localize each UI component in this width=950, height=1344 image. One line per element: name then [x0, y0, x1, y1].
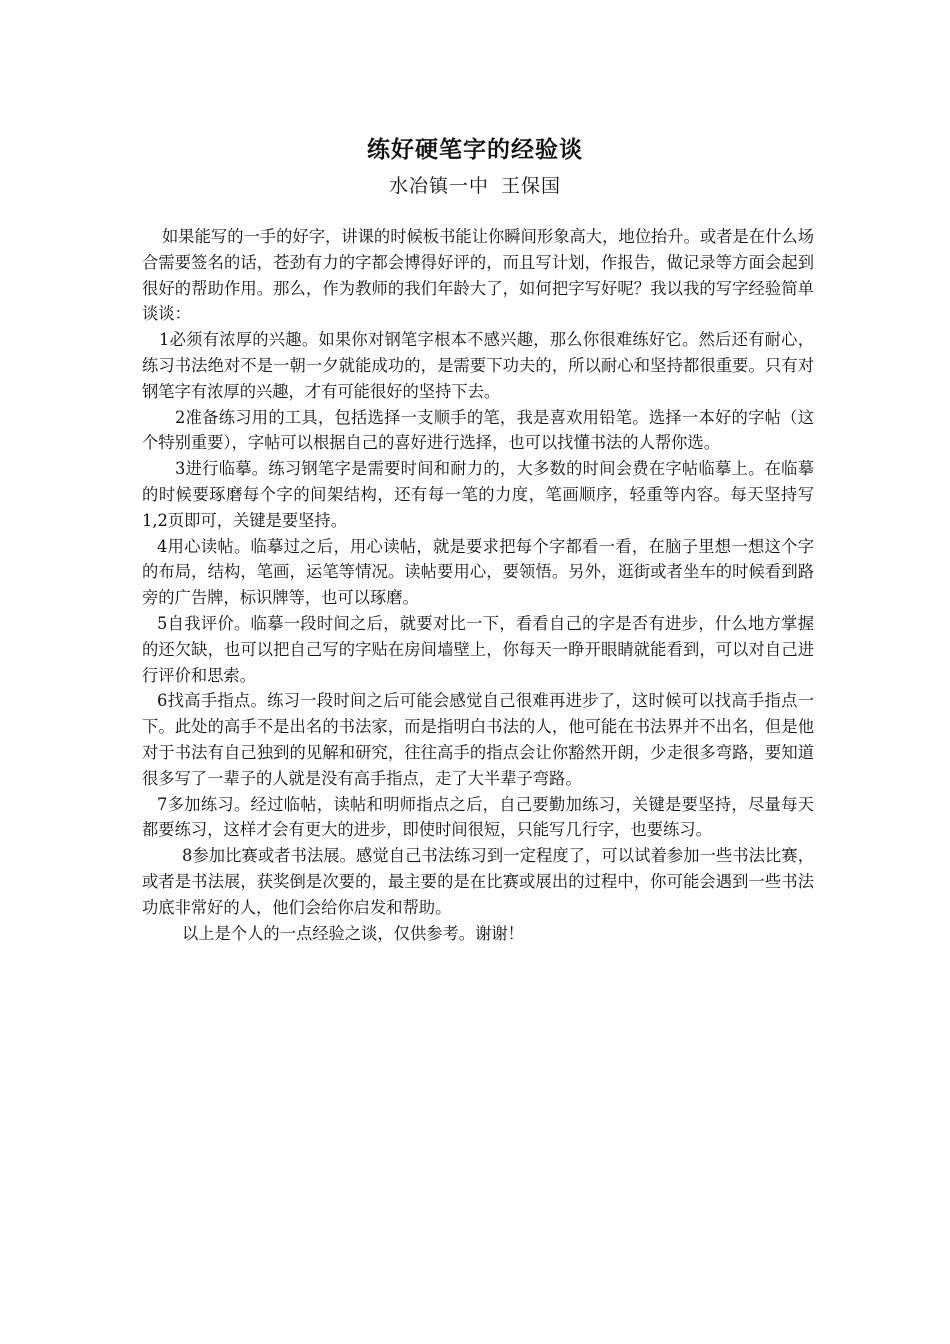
author-name: 王保国: [501, 175, 562, 197]
paragraph-point-6: 6找高手指点。练习一段时间之后可能会感觉自己很难再进步了，这时候可以找高手指点一下。此处的高手不是出名的书法家，而是指明白书法的人，他可能在书法界并不出名，但是他对于书法有自己独到的见解和研究，往往高手的指点会让你豁然开朗，少走很多弯路，要知道很多写了一辈子的人就是没有高手指点，走了大半辈子弯路。: [142, 691, 814, 788]
paragraph-point-2: 2准备练习用的工具，包括选择一支顺手的笔，我是喜欢用铅笔。选择一本好的字帖（这个特别重要），字帖可以根据自己的喜好进行选择，也可以找懂书法的人帮你选。: [142, 407, 814, 453]
document-body: [142, 224, 814, 946]
document-title: 练好硬笔字的经验谈: [367, 136, 583, 163]
paragraph-point-8: 8参加比赛或者书法展。感觉自己书法练习到一定程度了，可以试着参加一些书法比赛，或者是书法展，获奖倒是次要的，最主要的是在比赛或展出的过程中，你可能会遇到一些书法功底非常好的人，他们会给你启发和帮助。: [142, 846, 814, 917]
paragraph-point-5: 5自我评价。临摹一段时间之后，就要对比一下，看看自己的字是否有进步，什么地方掌握的还欠缺，也可以把自己写的字贴在房间墙壁上，你每天一睁开眼睛就能看到，可以对自己进行评价和思索。: [142, 613, 814, 685]
paragraph-point-7: 7多加练习。经过临帖，读帖和明师指点之后，自己要勤加练习，关键是要坚持，尽量每天都要练习，这样才会有更大的进步，即使时间很短，只能写几行字，也要练习。: [142, 794, 814, 840]
paragraph-closing: 以上是个人的一点经验之谈，仅供参考。谢谢！: [182, 923, 524, 943]
paragraph-point-1: 1必须有浓厚的兴趣。如果你对钢笔字根本不感兴趣，那么你很难练好它。然后还有耐心，练习书法绝对不是一朝一夕就能成功的，是需要下功夫的，所以耐心和坚持都很重要。只有对钢笔字有浓厚的兴趣，才有可能很好的坚持下去。: [142, 330, 814, 401]
paragraph-point-4: 4用心读帖。临摹过之后，用心读帖，就是要求把每个字都看一看，在脑子里想一想这个字的布局，结构，笔画，运笔等情况。读帖要用心，要领悟。另外，逛街或者坐车的时候看到路旁的广告牌，标识牌等，也可以琢磨。: [142, 536, 814, 608]
paragraph-intro: 如果能写的一手的好字，讲课的时候板书能让你瞬间形象高大，地位抬升。或者是在什么场合需要签名的话，苍劲有力的字都会博得好评的，而且写计划，作报告，做记录等方面会起到很好的帮助作用。那么，作为教师的我们年龄大了，如何把字写好呢？我以我的写字经验简单谈谈：: [142, 227, 814, 324]
author-school: 水冶镇一中: [388, 175, 489, 197]
paragraph-point-3: 3进行临摹。练习钢笔字是需要时间和耐力的，大多数的时间会费在字帖临摹上。在临摹的时候要琢磨每个字的间架结构，还有每一笔的力度，笔画顺序，轻重等内容。每天坚持写1,2页即可，关键是要坚持。: [142, 459, 814, 530]
document-author: [0, 172, 950, 200]
